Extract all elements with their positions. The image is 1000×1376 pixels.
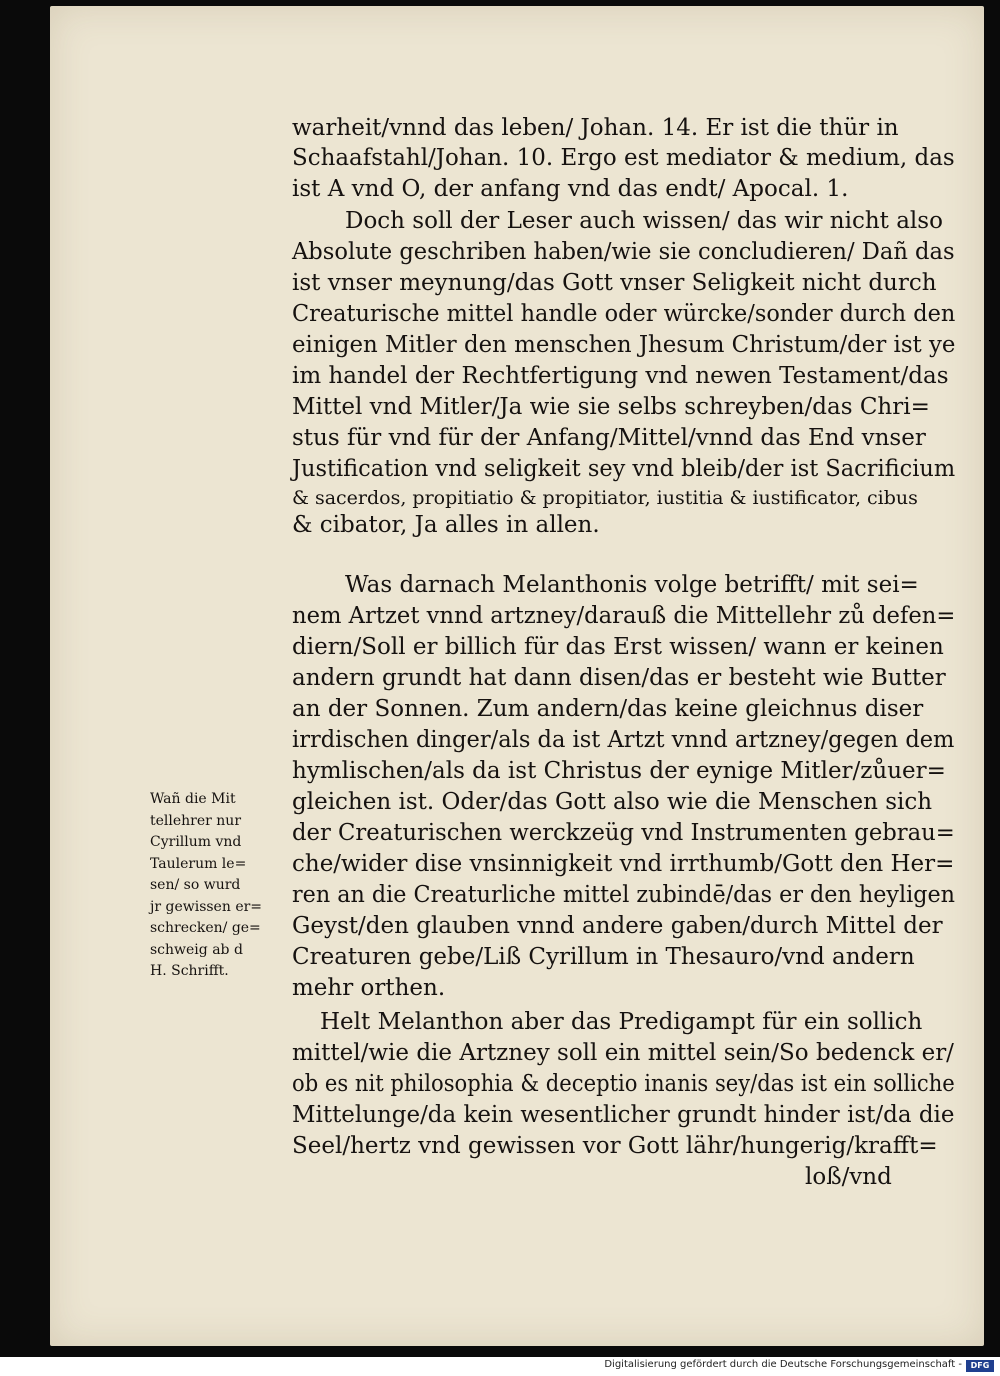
text-line: Mittel vnd Mitler/Ja wie sie selbs schreyben/das Chri=: [292, 394, 930, 420]
text-line: mittel/wie die Artzney soll ein mittel sein/So bedenck er/: [292, 1040, 954, 1066]
text-line: Schaafstahl/Johan. 10. Ergo est mediator & medium, das: [292, 145, 955, 171]
text-line: Geyst/den glauben vnnd andere gaben/durch Mittel der: [292, 913, 943, 939]
text-line: irrdischen dinger/als da ist Artzt vnnd artzney/gegen dem: [292, 727, 955, 753]
text-line: an der Sonnen. Zum andern/das keine gleichnus diser: [292, 696, 924, 722]
text-line: Was darnach Melanthonis volge betrifft/ mit sei=: [345, 572, 919, 598]
text-line: & cibator, Ja alles in allen.: [292, 512, 600, 538]
text-line: einigen Mitler den menschen Jhesum Christum/der ist ye: [292, 332, 956, 358]
dfg-logo-icon: DFG: [966, 1360, 994, 1372]
text-line: ob es nit philosophia & deceptio inanis sey/das ist ein solliche: [292, 1071, 955, 1097]
text-line: der Creaturischen werckzeüg vnd Instrumenten gebrau=: [292, 820, 955, 846]
text-line: ren an die Creaturliche mittel zubindē/das er den heyligen: [292, 882, 955, 908]
text-line: Mittelunge/da kein wesentlicher grundt hinder ist/da die: [292, 1102, 955, 1128]
text-line: ist A vnd O, der anfang vnd das endt/ Apocal. 1.: [292, 176, 849, 202]
text-line: Helt Melanthon aber das Predigampt für ein sollich: [320, 1009, 923, 1035]
margin-note-line: schrecken/ ge=: [150, 920, 261, 936]
text-line: hymlischen/als da ist Christus der eynige Mitler/zůuer=: [292, 758, 946, 784]
text-line: che/wider dise vnsinnigkeit vnd irrthumb/Gott den Her=: [292, 851, 955, 877]
margin-note-line: jr gewissen er=: [150, 898, 263, 915]
text-line: & sacerdos, propitiatio & propitiator, iustitia & iustificator, cibus: [292, 487, 918, 509]
text-line: Creaturen gebe/Liß Cyrillum in Thesauro/vnd andern: [292, 944, 915, 970]
margin-note-line: H. Schrifft.: [150, 963, 229, 979]
footer-bar: [0, 1357, 1000, 1376]
text-line: warheit/vnnd das leben/ Johan. 14. Er ist die thür in: [292, 115, 899, 141]
margin-note-line: tellehrer nur: [150, 812, 242, 829]
text-line: stus für vnd für der Anfang/Mittel/vnnd das End vnser: [292, 425, 926, 451]
text-line: Absolute geschriben haben/wie sie concludieren/ Dañ das: [292, 239, 955, 265]
margin-note-line: sen/ so wurd: [150, 877, 241, 893]
margin-note-line: Cyrillum vnd: [150, 834, 242, 850]
text-line: mehr orthen.: [292, 975, 446, 1001]
text-line: Creaturische mittel handle oder würcke/sonder durch den: [292, 301, 956, 327]
margin-note-line: schweig ab d: [150, 941, 243, 958]
text-line: im handel der Rechtfertigung vnd newen Testament/das: [292, 363, 949, 389]
text-line: ist vnser meynung/das Gott vnser Seligkeit nicht durch: [292, 270, 937, 296]
text-line: loß/vnd: [805, 1164, 892, 1190]
text-line: Justification vnd seligkeit sey vnd bleib/der ist Sacrificium: [292, 456, 956, 482]
text-line: Seel/hertz vnd gewissen vor Gott lähr/hungerig/krafft=: [292, 1133, 938, 1159]
text-line: Doch soll der Leser auch wissen/ das wir nicht also: [345, 208, 943, 234]
text-line: andern grundt hat dann disen/das er besteht wie Butter: [292, 665, 946, 691]
text-line: gleichen ist. Oder/das Gott also wie die Menschen sich: [292, 789, 933, 815]
text-line: nem Artzet vnnd artzney/darauß die Mittellehr zů defen=: [292, 603, 956, 629]
footer-credit: Digitalisierung gefördert durch die Deutsche Forschungsgemeinschaft -: [604, 1359, 962, 1370]
margin-note-line: Wañ die Mit: [150, 791, 236, 807]
text-line: diern/Soll er billich für das Erst wissen/ wann er keinen: [292, 634, 944, 660]
margin-note-line: Taulerum le=: [150, 855, 247, 872]
